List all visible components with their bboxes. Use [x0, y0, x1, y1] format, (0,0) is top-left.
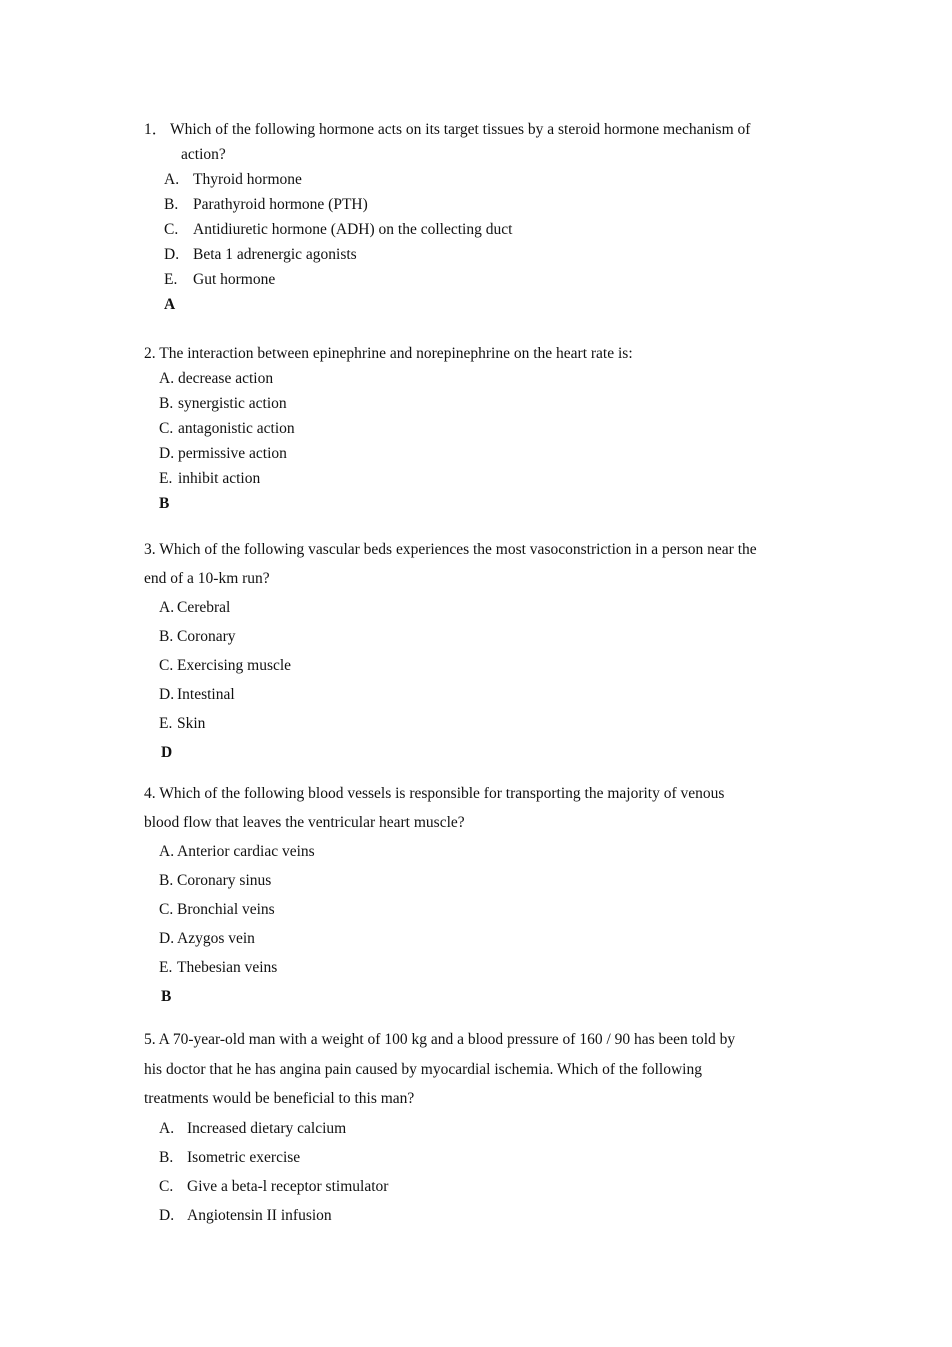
option-c	[144, 651, 824, 680]
option-text: inhibit action	[178, 470, 261, 487]
question-stem-line-1: 5. A 70-year-old man with a weight of 100 kg and a blood pressure of 160 / 90 has been told by	[144, 1031, 736, 1048]
option-d	[144, 242, 824, 267]
option-letter: D.	[164, 246, 180, 263]
option-a	[144, 167, 824, 192]
option-d	[144, 680, 824, 709]
option-text: Beta 1 adrenergic agonists	[193, 246, 357, 263]
option-text: Isometric exercise	[187, 1148, 301, 1166]
option-b	[144, 391, 824, 416]
option-letter: C.	[159, 657, 174, 674]
option-text: Give a beta-l receptor stimulator	[187, 1177, 389, 1195]
option-text: Gut hormone	[193, 271, 276, 288]
option-e	[144, 466, 824, 491]
option-letter: B.	[159, 1148, 174, 1166]
option-letter: C.	[159, 420, 174, 437]
option-b	[144, 1143, 824, 1172]
option-letter: A.	[159, 843, 175, 860]
option-text: Coronary sinus	[177, 872, 272, 889]
option-letter: E.	[159, 470, 173, 487]
option-letter: E.	[159, 959, 173, 976]
option-letter: B.	[164, 196, 179, 213]
option-e	[144, 709, 824, 738]
option-text: Cerebral	[177, 599, 231, 616]
question-stem	[144, 117, 824, 167]
option-a	[144, 366, 824, 391]
option-text: Parathyroid hormone (PTH)	[193, 196, 368, 213]
option-d	[144, 924, 824, 953]
option-text: Intestinal	[177, 686, 235, 703]
option-e	[144, 953, 824, 982]
option-c	[144, 217, 824, 242]
option-c	[144, 416, 824, 441]
option-text: Anterior cardiac veins	[177, 843, 315, 860]
option-letter: D.	[159, 930, 175, 947]
option-text: Antidiuretic hormone (ADH) on the collecting duct	[193, 221, 513, 238]
question-3	[144, 535, 824, 767]
option-letter: C.	[159, 901, 174, 918]
option-letter: E.	[164, 271, 178, 288]
option-b	[144, 866, 824, 895]
option-letter: C.	[164, 221, 179, 238]
option-text: Thyroid hormone	[193, 171, 302, 188]
question-stem-line-2: blood flow that leaves the ventricular heart muscle?	[144, 814, 465, 831]
option-letter: C.	[159, 1177, 174, 1195]
option-letter: E.	[159, 715, 173, 732]
option-text: permissive action	[178, 445, 287, 462]
option-d	[144, 1201, 824, 1230]
option-letter: A.	[159, 370, 175, 387]
option-letter: A.	[159, 599, 175, 616]
option-text: Coronary	[177, 628, 236, 645]
option-a	[144, 593, 824, 622]
answer-key: B	[161, 988, 172, 1005]
answer-key: A	[164, 296, 176, 313]
question-stem-line-1: 4. Which of the following blood vessels is responsible for transporting the majority of venous	[144, 785, 725, 802]
option-letter: A.	[159, 1119, 175, 1137]
option-letter: B.	[159, 628, 174, 645]
option-b	[144, 192, 824, 217]
option-a	[144, 1114, 824, 1143]
answer-key: D	[161, 744, 173, 761]
option-text: Exercising muscle	[177, 657, 292, 674]
question-stem-line-2: end of a 10-km run?	[144, 570, 270, 587]
option-letter: B.	[159, 395, 174, 412]
option-letter: D.	[159, 1206, 175, 1224]
option-letter: A.	[164, 171, 180, 188]
question-5	[144, 1025, 824, 1230]
question-stem-line-2: his doctor that he has angina pain caused by myocardial ischemia. Which of the following	[144, 1060, 702, 1078]
option-b	[144, 622, 824, 651]
question-1	[144, 117, 824, 317]
option-letter: D.	[159, 445, 175, 462]
option-c	[144, 1172, 824, 1201]
option-text: decrease action	[178, 370, 274, 387]
option-text: Skin	[177, 715, 206, 732]
option-text: antagonistic action	[178, 420, 295, 437]
option-a	[144, 837, 824, 866]
stem-line: action?	[181, 146, 226, 163]
question-2	[144, 341, 824, 516]
question-4	[144, 779, 824, 1011]
option-text: Angiotensin II infusion	[187, 1206, 332, 1224]
answer-key: B	[159, 495, 170, 512]
option-c	[144, 895, 824, 924]
question-stem: 2. The interaction between epinephrine and norepinephrine on the heart rate is:	[144, 345, 633, 362]
option-e	[144, 267, 824, 292]
option-text: Thebesian veins	[177, 959, 278, 976]
question-stem-line-3: treatments would be beneficial to this man?	[144, 1090, 415, 1107]
option-letter: B.	[159, 872, 174, 889]
stem-line: Which of the following hormone acts on its target tissues by a steroid hormone mechanism of	[170, 121, 751, 138]
option-text: Bronchial veins	[177, 901, 275, 918]
option-text: synergistic action	[178, 395, 287, 412]
option-text: Increased dietary calcium	[187, 1119, 347, 1137]
question-number: 1．	[144, 121, 168, 138]
option-d	[144, 441, 824, 466]
question-stem-line-1: 3. Which of the following vascular beds experiences the most vasoconstriction in a person near the	[144, 541, 757, 558]
option-text: Azygos vein	[177, 930, 255, 947]
option-letter: D.	[159, 686, 175, 703]
